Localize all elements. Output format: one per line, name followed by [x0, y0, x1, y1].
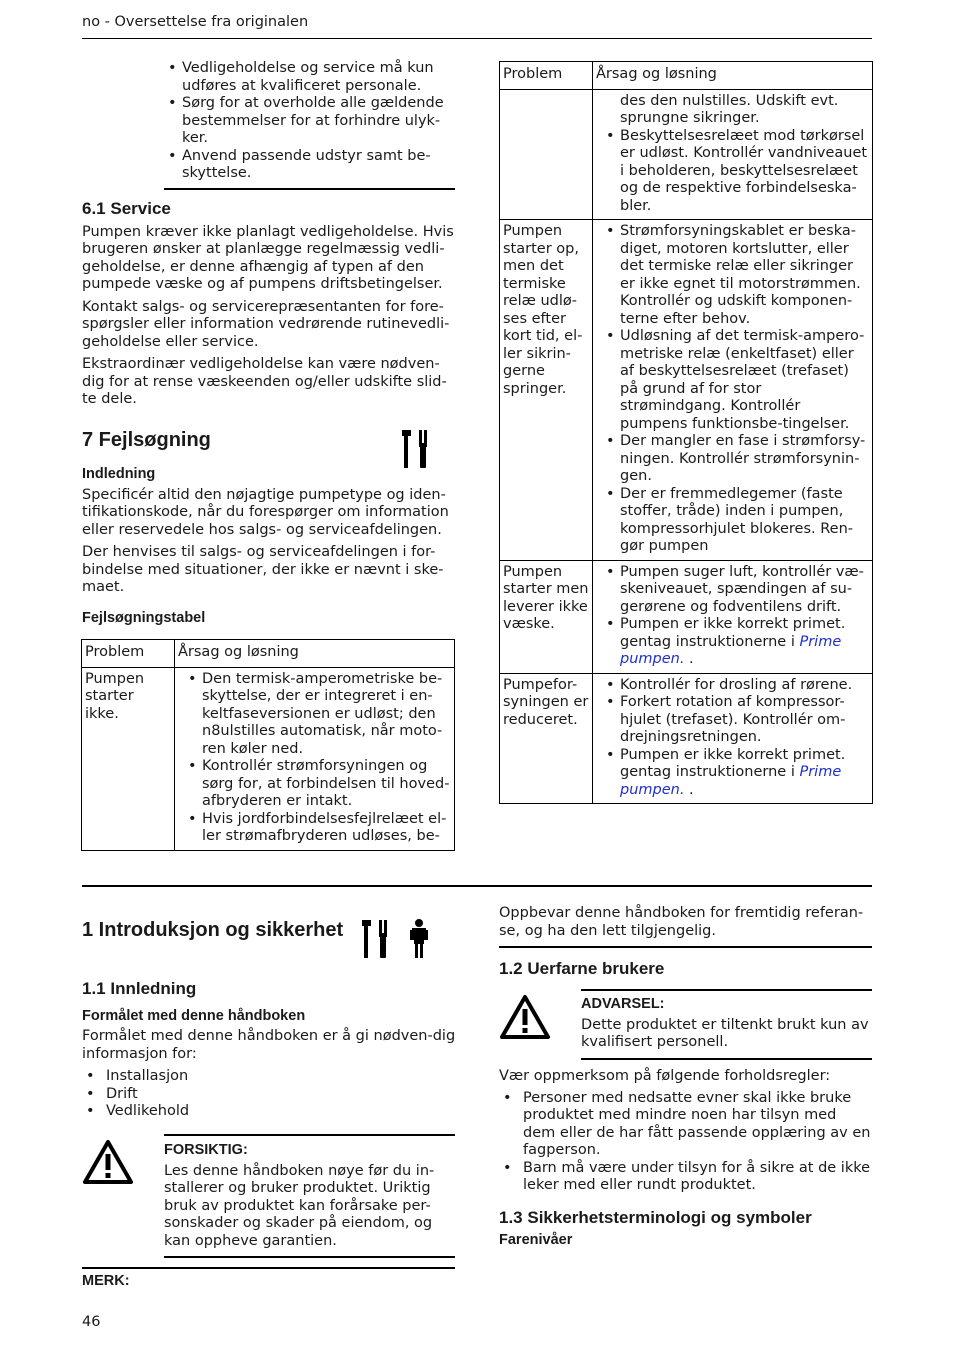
- maintenance-bullets: [164, 60, 456, 183]
- paragraph: Der henvises til salgs- og serviceafdelingen i for-bindelse med situationer, der ikke er nævnt i ske-maet.: [82, 544, 444, 595]
- forsiktig-callout: [164, 1142, 454, 1250]
- subheading: Formålet med denne håndboken: [82, 1007, 306, 1024]
- precautions-list: [499, 1090, 873, 1195]
- solution-cell: [593, 220, 873, 561]
- list-item: • Barn må være under tilsyn for å sikre at de ikke leker med eller rundt produktet.: [499, 1160, 873, 1195]
- prime-pump-link[interactable]: Prime pumpen.: [620, 764, 842, 798]
- table-row: [500, 89, 873, 220]
- list-item: • Den termisk-amperometriske be-skyttelse, der er integreret i en-keltfaseversionen er udløst; den n8ulstilles automatisk, når moto-ren køler ned.: [178, 671, 451, 759]
- section-title: 1.3 Sikkerhetsterminologi og symboler: [499, 1207, 812, 1227]
- paragraph: Kontakt salgs- og servicerepræsentanten for fore-spørgsler eller information vedrørende rutinevedli-geholdelse eller service.: [82, 298, 450, 350]
- list-item: • Beskyttelsesrelæet mod tørkørsel er udløst. Kontrollér vandniveauet i beholderen, beskyttelsesrelæet og de respektive forbindelseska-bler.: [596, 128, 869, 216]
- page-divider: [82, 885, 872, 887]
- service-section: [82, 200, 457, 409]
- subheading: Farenivåer: [499, 1232, 573, 1248]
- warning-triangle-icon: [82, 1139, 134, 1185]
- solution-cell: [593, 560, 873, 673]
- list-item: [596, 616, 869, 669]
- column-header: Årsag og løsning: [175, 640, 455, 668]
- callout-text: Dette produktet er tiltenkt brukt kun av kvalifisert personell.: [581, 1016, 869, 1050]
- section-title: 6.1 Service: [82, 199, 171, 218]
- warning-triangle-icon: [499, 994, 551, 1040]
- list-item: • Personer med nedsatte evner skal ikke bruke produktet med mindre noen har tilsyn med dem eller de har fått passende opplæring av en fagperson.: [499, 1090, 873, 1160]
- subheading: Fejlsøgningstabel: [82, 609, 206, 626]
- note-top-rule: [82, 1267, 455, 1269]
- advarsel-callout: [581, 996, 873, 1052]
- table-row: [500, 220, 873, 561]
- column-header: Problem: [82, 640, 175, 668]
- list-item: [596, 747, 869, 800]
- section-title: 1.2 Uerfarne brukere: [499, 959, 665, 978]
- list-item-text: Pumpen er ikke korrekt primet. gentag instruktionerne i: [620, 746, 846, 780]
- keep-manual-paragraph: [499, 905, 873, 940]
- fejl-intro: [82, 466, 457, 627]
- problem-cell: Pumpen starter men leverer ikke væske.: [500, 560, 593, 673]
- list-item: • Sørg for at overholde alle gældende bestemmelser for at forhindre ulyk-ker.: [164, 95, 456, 148]
- list-item: • Forkert rotation af kompressor-hjulet (trefaset). Kontrollér om-drejningsretningen.: [596, 694, 869, 747]
- problem-cell: Pumpen starter op, men det termiske relæ udlø-ses efter kort tid, el-ler sikrin-gerne springer.: [500, 220, 593, 561]
- callout-bottom-rule: [164, 1256, 455, 1258]
- section-rule: [499, 946, 872, 948]
- problem-cell: [500, 89, 593, 220]
- callout-bottom-rule: [581, 1058, 872, 1060]
- chapter-title: 7 Fejlsøgning: [82, 429, 211, 451]
- paragraph: Formålet med denne håndboken er å gi nødven-dig informasjon for:: [82, 1028, 456, 1062]
- list-item-tail: .: [684, 781, 694, 798]
- list-item: • Drift: [82, 1086, 457, 1104]
- callout-top-rule: [164, 1134, 455, 1136]
- running-header: no - Oversettelse fra originalen: [82, 14, 309, 30]
- troubleshooting-table-left: [81, 639, 455, 851]
- innledning-section: [82, 980, 457, 1121]
- tools-icon: [400, 428, 432, 470]
- page-number: 46: [82, 1314, 101, 1330]
- chapter-title-intro: [82, 918, 352, 942]
- list-item: • Vedlikehold: [82, 1103, 457, 1121]
- paragraph: Vær oppmerksom på følgende forholdsregler:: [499, 1068, 831, 1084]
- list-item: • Der mangler en fase i strømforsy-ningen. Kontrollér strømforsynin-gen.: [596, 433, 869, 486]
- table-row: [500, 560, 873, 673]
- list-item-text: Pumpen er ikke korrekt primet. gentag instruktionerne i: [620, 616, 846, 650]
- callout-top-rule: [581, 989, 872, 991]
- list-item: • Kontrollér strømforsyningen og sørg for, at forbindelsen til hoved-afbryderen er intakt.: [178, 758, 451, 811]
- callout-label: FORSIKTIG:: [164, 1142, 248, 1158]
- callout-label: ADVARSEL:: [581, 996, 665, 1012]
- list-item: • Pumpen suger luft, kontrollér væ-skeniveauet, spændingen af su-gerørene og fodventilens drift.: [596, 564, 869, 617]
- list-item: • Vedligeholdelse og service må kun udføres at kvalificeret personale.: [164, 60, 456, 95]
- purpose-list: [82, 1068, 457, 1121]
- callout-text: Les denne håndboken nøye før du in-stallerer og bruker produktet. Uriktig bruk av produktet kan forårsake per-sonskader og skader på eiendom, og kan oppheve garantien.: [164, 1162, 435, 1249]
- continued-text: des den nulstilles. Udskift evt. sprungne sikringer.: [620, 92, 839, 126]
- prime-pump-link[interactable]: Prime pumpen.: [620, 633, 842, 667]
- problem-cell: Pumpen starter ikke.: [82, 667, 175, 850]
- person-icon: [406, 918, 432, 960]
- chapter-title-fejl: [82, 428, 382, 452]
- column-header: Årsag og løsning: [593, 62, 873, 90]
- list-item: • Hvis jordforbindelsesfejlrelæet el-ler strømafbryderen udløses, be-: [178, 811, 451, 846]
- precautions-section: [499, 1068, 873, 1250]
- problem-cell: Pumpefor-syningen er reduceret.: [500, 673, 593, 804]
- tools-icon: [360, 918, 392, 960]
- callout-bottom-rule: [164, 188, 455, 190]
- header-rule: [82, 38, 872, 39]
- paragraph: Specificér altid den nøjagtige pumpetype og iden-tifikationskode, når du forespørger om information eller reservedele hos salgs- og serviceafdelingen.: [82, 486, 449, 538]
- section-title: 1.1 Innledning: [82, 979, 197, 998]
- troubleshooting-table-right: [499, 61, 873, 804]
- chapter-title: 1 Introduksjon og sikkerhet: [82, 919, 344, 941]
- list-item-tail: .: [684, 651, 694, 667]
- table-row: [82, 667, 455, 850]
- table-header-row: [500, 62, 873, 90]
- list-item: • Kontrollér for drosling af rørene.: [596, 677, 869, 695]
- column-header: Problem: [500, 62, 593, 90]
- paragraph: Ekstraordinær vedligeholdelse kan være nødven-dig for at rense væskeenden og/eller udskifte slid-te dele.: [82, 356, 447, 407]
- list-item: • Strømforsyningskablet er beska-diget, motoren kortslutter, eller det termiske relæ eller sikringer er ikke egnet til motorstrømmen. Kontrollér og udskift komponen-terne efter behov.: [596, 223, 869, 328]
- subheading: Indledning: [82, 466, 156, 482]
- uerfarne-title: [499, 960, 873, 978]
- list-item: • Installasjon: [82, 1068, 457, 1086]
- list-item: • Der er fremmedlegemer (faste stoffer, tråde) inden i pumpen, kompressorhjulet blokeres. Ren-gør pumpen: [596, 486, 869, 556]
- list-item: • Anvend passende udstyr samt be-skyttelse.: [164, 148, 456, 183]
- list-item: • Udløsning af det termisk-ampero-metriske relæ (enkeltfaset) eller af beskyttelsesrelæet (trefaset) på grund af for stor strømindgang. Kontrollér pumpens funktionsbe-tingelser.: [596, 328, 869, 433]
- table-row: [500, 673, 873, 804]
- solution-cell: [593, 89, 873, 220]
- solution-cell: [593, 673, 873, 804]
- paragraph: Pumpen kræver ikke planlagt vedligeholdelse. Hvis brugeren ønsker at planlægge regelmæssig vedli-geholdelse, er denne afhængig af typen af den pumpede væske og af pumpens driftsbetingelser.: [82, 223, 454, 292]
- paragraph: Oppbevar denne håndboken for fremtidig referan-se, og ha den lett tilgjengelig.: [499, 905, 864, 939]
- note-label: MERK:: [82, 1273, 130, 1289]
- solution-cell: [175, 667, 455, 850]
- table-header-row: [82, 640, 455, 668]
